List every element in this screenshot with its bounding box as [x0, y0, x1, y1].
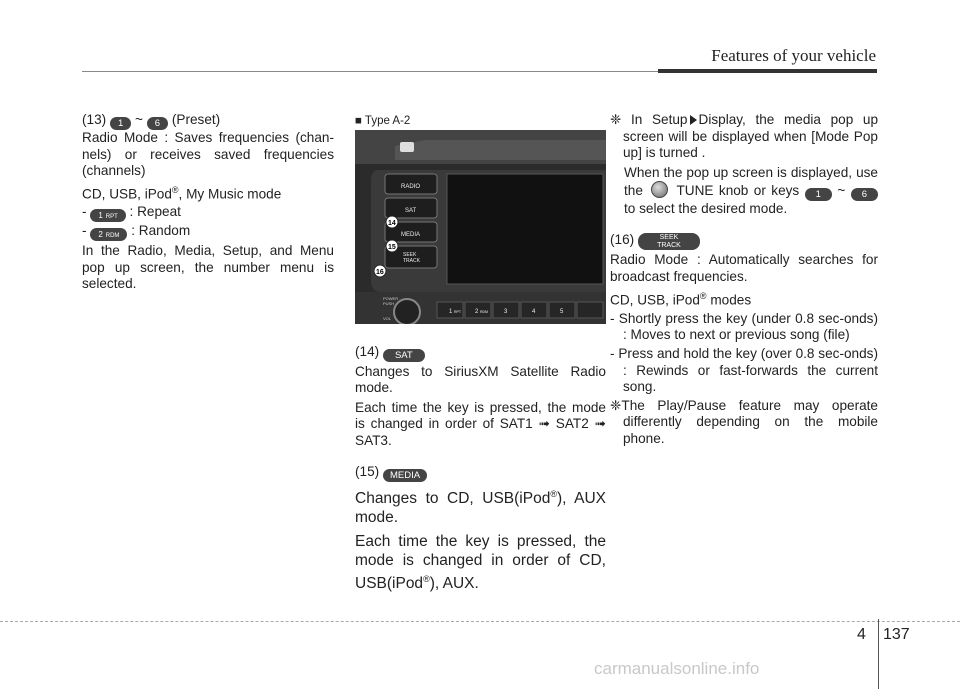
figure-caption: ■ Type A-2 [355, 115, 411, 127]
sat-heading [355, 344, 606, 362]
note-popup-a: When the pop up screen is displayed, use the [624, 164, 878, 199]
sat-button: SAT [405, 207, 417, 214]
note-setup-b: Display, the media pop up screen will be displayed when [Mode Pop up] is turned . [623, 112, 879, 161]
preset-label: (Preset) [171, 112, 221, 127]
menu-text: In the Radio, Media, Setup, and Menu pop up screen, the number menu is selected. [82, 242, 334, 292]
column-radio [355, 113, 606, 593]
seek-short-press: - Shortly press the key (under 0.8 sec-onds) : Moves to next or previous song (file) [610, 310, 878, 343]
seek-cd-text [610, 288, 878, 309]
sat3: SAT3. [355, 432, 392, 448]
registered-mark: ® [171, 184, 179, 195]
key-1-icon: 1 [110, 117, 131, 130]
arrow-icon: ➟ [538, 416, 550, 432]
note-popup-b: TUNE knob or keys [676, 183, 800, 199]
item-number: (16) [610, 231, 635, 247]
radio-button: RADIO [401, 183, 421, 190]
seek-long-press: - Press and hold the key (over 0.8 sec-onds) : Rewinds or fast-forwards the current song. [610, 345, 878, 395]
preset-5: 5 [560, 308, 564, 315]
key-6-icon: 6 [851, 188, 878, 201]
header-title: Features of your vehicle [711, 46, 876, 65]
page-number: 137 [883, 626, 910, 643]
key-6-icon: 6 [147, 117, 168, 130]
note-play-pause [610, 398, 878, 448]
media-text-a: Changes to CD, USB(iPod [355, 489, 551, 507]
media-text [355, 485, 606, 527]
sat-order-text [355, 400, 606, 450]
push-label: PUSH [383, 300, 395, 306]
key-1-icon: 1 [805, 188, 832, 201]
item-number: (15) [355, 463, 380, 479]
registered-mark: ® [423, 573, 430, 584]
vol-label: VOL [383, 315, 392, 321]
radio-unit-drawing [355, 130, 606, 324]
item-number: (14) [355, 343, 380, 359]
note-setup-a: In Setup [631, 112, 688, 127]
note-setup [610, 112, 878, 162]
rdm-key-icon [90, 228, 127, 241]
track-button: TRACK [403, 257, 420, 264]
column-notes [610, 112, 878, 448]
seek-track-key-icon [638, 233, 700, 250]
callout-14: 14 [388, 219, 396, 227]
tune-knob-icon [651, 181, 668, 198]
registered-mark: ® [699, 290, 707, 301]
seek-radio-text: Radio Mode : Automatically searches for broadcast frequencies. [610, 252, 878, 285]
seek-heading [610, 232, 878, 251]
random-line [82, 223, 334, 241]
repeat-text: : Repeat [129, 203, 181, 219]
cd-text-a: CD, USB, iPod [610, 292, 700, 308]
tilde: ~ [135, 112, 143, 127]
arrow-icon: ➟ [594, 416, 606, 432]
seek-button: SEEK [403, 251, 417, 258]
note-icon: ❈ [610, 112, 622, 127]
rpt-key-icon [90, 209, 125, 222]
track-label: TRACK [657, 241, 681, 249]
header-rule-accent [658, 69, 877, 73]
cd-mode-text [82, 182, 334, 203]
preset-3: 3 [504, 308, 508, 315]
radio-mode-text: Radio Mode : Saves frequencies (chan-nels) or receives saved frequencies (channels) [82, 130, 334, 179]
cd-text-a: CD, USB, iPod [82, 186, 172, 202]
cd-text-b: , My Music mode [178, 186, 282, 202]
registered-mark: ® [550, 488, 557, 499]
note-icon: ❈ [610, 397, 622, 413]
column-preset [82, 112, 334, 293]
tilde: ~ [837, 183, 846, 199]
media-order-b: ), AUX. [429, 574, 479, 592]
sat2: SAT2 [555, 416, 589, 432]
preset-2: 2 [475, 308, 479, 315]
item-number: (13) [82, 112, 107, 127]
rpt-key-label: RPT [105, 213, 118, 220]
seek-label: SEEK [659, 234, 679, 242]
preset-4: 4 [532, 308, 536, 315]
preset-1: 1 [449, 308, 453, 315]
sat-text: Changes to SiriusXM Satellite Radio mode. [355, 363, 606, 396]
media-order-a: Each time the key is pressed, the mode is changed in order of CD, USB(iPod [355, 532, 606, 592]
preset-2-sub: RDM [480, 309, 488, 314]
media-key-icon: MEDIA [383, 469, 427, 482]
callout-16: 16 [376, 268, 384, 276]
rdm-key-num: 2 [98, 229, 103, 239]
rdm-key-label: RDM [105, 232, 120, 239]
arrow-right-icon [690, 115, 697, 125]
note-popup [610, 165, 878, 218]
sat-key-icon: SAT [383, 349, 425, 362]
random-text: : Random [131, 222, 191, 238]
sat-order-a: Each time the key is pressed, the mode is changed in order of SAT1 [355, 399, 606, 432]
callout-15: 15 [388, 243, 396, 251]
media-button: MEDIA [401, 231, 421, 238]
rpt-key-num: 1 [98, 210, 103, 220]
dash: - [82, 222, 87, 238]
cd-text-b: modes [706, 292, 752, 308]
watermark: carmanualsonline.info [594, 659, 760, 678]
footer-rule [0, 621, 960, 622]
radio-unit-image [355, 130, 606, 324]
repeat-line [82, 204, 334, 222]
power-label: POWER [383, 295, 399, 301]
preset-1-sub: RPT [454, 309, 461, 314]
footer-separator [878, 619, 879, 689]
note-popup-d: to select the desired mode. [624, 201, 788, 217]
dash: - [82, 203, 87, 219]
preset-heading [82, 112, 334, 130]
note-play-pause-text: The Play/Pause feature may operate differently depending on the mobile phone. [621, 397, 878, 446]
media-text-b: ), AUX mode. [355, 489, 607, 526]
chapter-number: 4 [857, 626, 866, 643]
media-heading [355, 464, 606, 482]
media-order-text [355, 532, 606, 593]
